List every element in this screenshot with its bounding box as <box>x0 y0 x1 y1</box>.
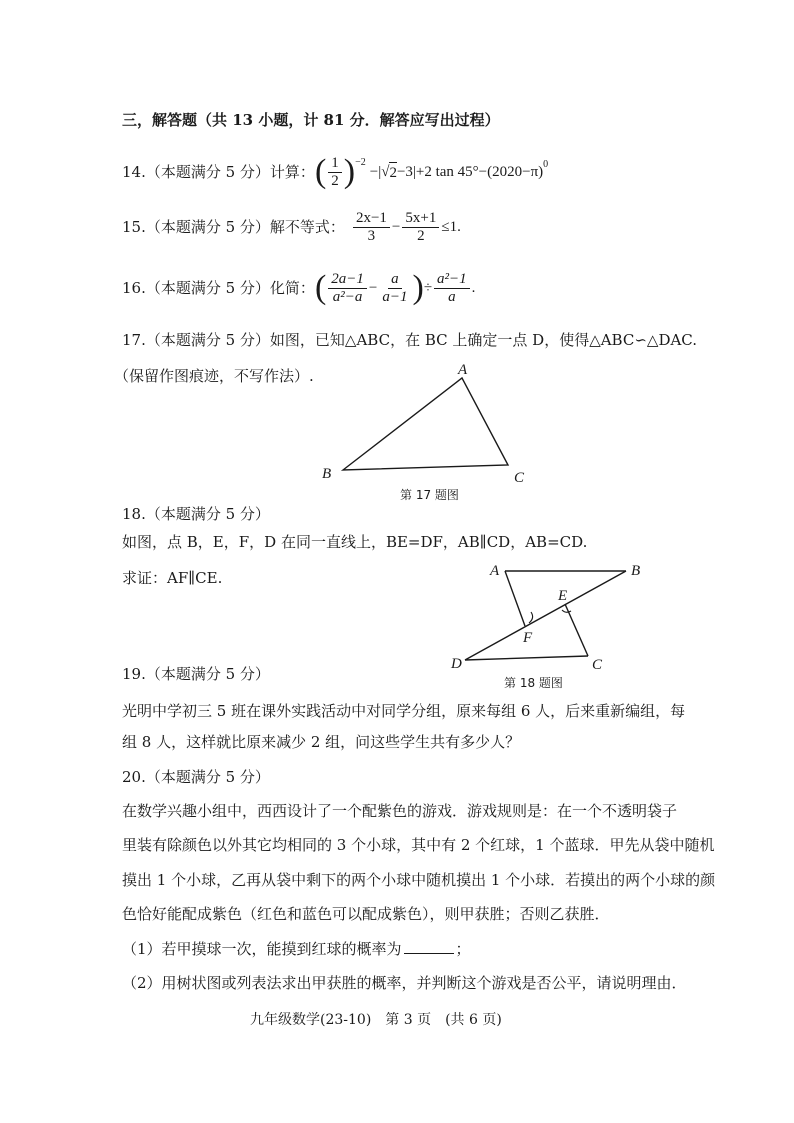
question-20-line3: 摸出 1 个小球，乙再从袋中剩下的两个小球中随机摸出 1 个小球．若摸出的两个小球的颜 <box>122 871 716 889</box>
vertex-label-c: C <box>514 470 525 486</box>
segment-af <box>505 571 525 626</box>
vertex-label-c: C <box>592 657 603 673</box>
angle-mark-f <box>529 612 533 623</box>
vertex-label-f: F <box>523 630 533 646</box>
question-14-number: 14.（本题满分 5 分）计算： <box>122 163 315 181</box>
question-20-number: 20.（本题满分 5 分） <box>122 768 270 786</box>
question-15-inequality: $\frac{2x-1}{3}$ − $\frac{5x+1}{2}$ ≤1. <box>351 210 461 245</box>
figure-17-triangle <box>310 360 550 490</box>
figure-17-caption: 第 17 题图 <box>400 488 459 502</box>
question-17-line2: （保留作图痕迹，不写作法）. <box>114 367 314 385</box>
vertex-label-d: D <box>451 656 462 672</box>
vertex-label-b: B <box>322 466 332 482</box>
question-19-line2: 组 8 人，这样就比原来减少 2 组，问这些学生共有多少人？ <box>122 733 521 751</box>
question-20-line2: 里装有除颜色以外其它均相同的 3 个小球，其中有 2 个红球，1 个蓝球．甲先从袋中随机 <box>122 836 715 854</box>
question-20-part1 <box>122 939 471 959</box>
question-18-line1: 如图，点 B，E，F，D 在同一直线上，BE=DF，AB∥CD，AB=CD. <box>122 533 588 551</box>
question-20-line1: 在数学兴趣小组中，西西设计了一个配紫色的游戏．游戏规则是：在一个不透明袋子 <box>122 802 678 820</box>
segment-db <box>465 571 626 660</box>
question-20-line4: 色恰好能配成紫色（红色和蓝色可以配成紫色），则甲获胜；否则乙获胜． <box>122 905 610 923</box>
figure-18-diagram <box>445 555 660 680</box>
angle-mark-e <box>562 610 571 612</box>
question-17-line1: 17.（本题满分 5 分）如图，已知△ABC，在 BC 上确定一点 D，使得△ABC∽△DAC. <box>122 331 698 349</box>
section-heading: 三，解答题（共 13 小题，计 81 分．解答应写出过程） <box>122 111 500 129</box>
segment-dc <box>465 656 588 660</box>
vertex-label-a: A <box>458 362 468 378</box>
answer-blank[interactable] <box>404 939 454 954</box>
question-14-expression: ( $\frac{1}{2}$ ) $^{-2}$ −| √ 2 −3|+2 tan 45°−(2020−π) $^0$ <box>314 153 549 190</box>
vertex-label-b: B <box>631 563 641 579</box>
question-19-line1: 光明中学初三 5 班在课外实践活动中对同学分组，原来每组 6 人，后来重新编组，每 <box>122 702 686 720</box>
figure-18-caption: 第 18 题图 <box>504 676 563 690</box>
question-18-line2: 求证：AF∥CE. <box>122 569 223 587</box>
triangle-abc <box>343 378 508 470</box>
page-footer: 九年级数学(23-10) 第 3 页 (共 6 页) <box>250 1012 502 1028</box>
question-15 <box>122 207 461 247</box>
question-18-number: 18.（本题满分 5 分） <box>122 505 270 523</box>
question-15-number: 15.（本题满分 5 分）解不等式： <box>122 218 345 236</box>
question-16 <box>122 266 475 310</box>
question-20-part1-text: （1）若甲摸球一次，能摸到红球的概率为 <box>122 940 402 958</box>
question-16-number: 16.（本题满分 5 分）化简： <box>122 279 315 297</box>
question-20-part2: （2）用树状图或列表法求出甲获胜的概率，并判断这个游戏是否公平，请说明理由． <box>122 974 687 992</box>
vertex-label-a: A <box>490 563 500 579</box>
question-20-part1-tail: ； <box>455 940 471 958</box>
question-19-number: 19.（本题满分 5 分） <box>122 665 270 683</box>
question-16-expression: ( $\frac{2a-1}{\text{a²−a}}$ − $\frac{a}{a-1}$ ) ÷ $\frac{\text{a²−1}}{a}$ . <box>314 269 476 306</box>
question-14 <box>122 152 548 192</box>
vertex-label-e: E <box>558 588 568 604</box>
